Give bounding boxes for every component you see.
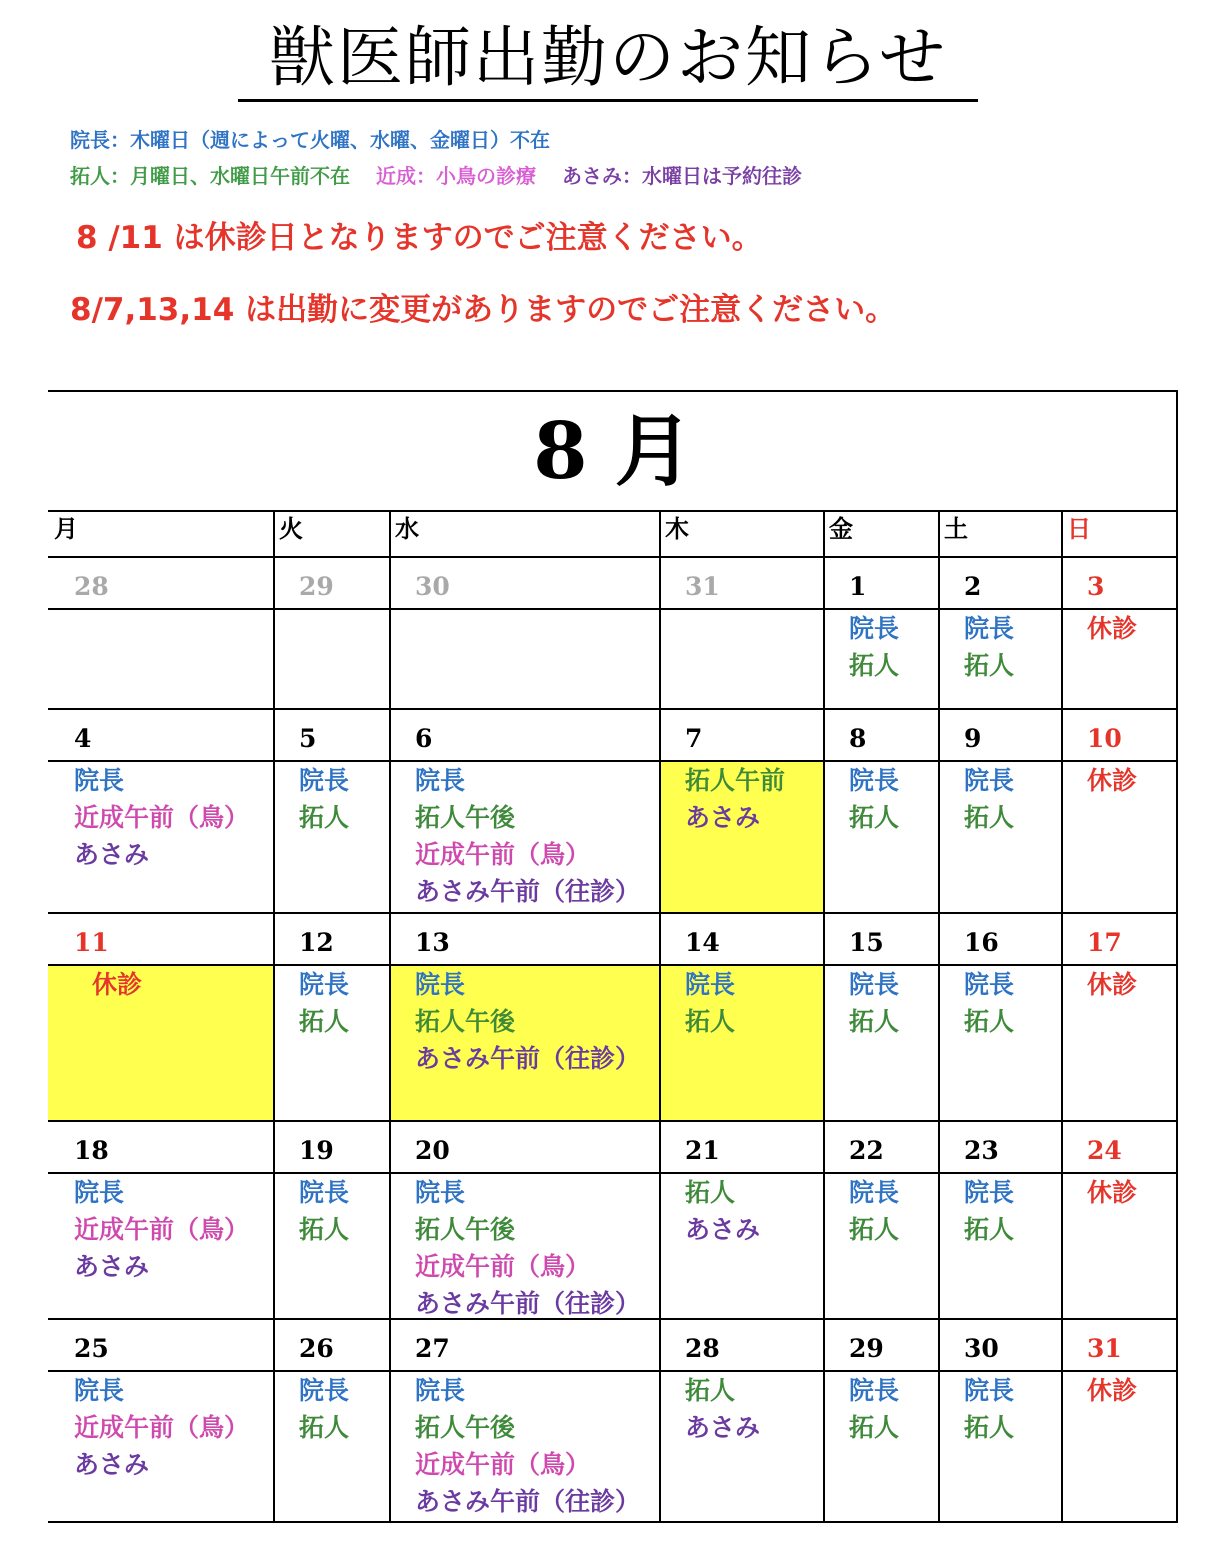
- day-schedule: [74, 1174, 249, 1285]
- schedule-entry: 院長: [299, 1376, 350, 1405]
- day-schedule: [1087, 762, 1137, 799]
- day-number: 13: [415, 928, 450, 957]
- day-number: 12: [299, 928, 334, 957]
- schedule-entry: 院長: [849, 614, 900, 643]
- schedule-entry: 近成午前（鳥）: [74, 1215, 250, 1244]
- day-number: 26: [299, 1334, 334, 1363]
- schedule-entry: あさみ: [685, 1215, 761, 1244]
- day-number: 18: [74, 1136, 109, 1165]
- grid-line-h: [48, 1370, 1178, 1372]
- day-number: 3: [1087, 572, 1105, 601]
- grid-line-h: [48, 1172, 1178, 1174]
- note-takuto: 拓人：月曜日、水曜日午前不在: [70, 164, 350, 188]
- day-schedule: [299, 966, 349, 1040]
- day-schedule: [299, 762, 349, 836]
- day-number: 1: [849, 572, 867, 601]
- day-schedule: [964, 610, 1014, 684]
- day-schedule: [1087, 1372, 1137, 1409]
- title-underline: [238, 99, 978, 102]
- schedule-entry: 拓人午後: [415, 803, 516, 832]
- weekday-header: 月: [54, 514, 78, 543]
- schedule-entry: あさみ午前（往診）: [415, 1044, 641, 1073]
- grid-line-h: [48, 708, 1178, 710]
- schedule-entry: 拓人: [849, 1215, 900, 1244]
- day-number: 30: [415, 572, 450, 601]
- grid-line-h: [48, 964, 1178, 966]
- day-number: 24: [1087, 1136, 1122, 1165]
- day-schedule: [299, 1372, 349, 1446]
- schedule-entry: 拓人: [964, 1413, 1015, 1442]
- day-number: 29: [299, 572, 334, 601]
- weekday-header: 日: [1067, 514, 1091, 543]
- schedule-entry: 拓人: [299, 803, 350, 832]
- weekday-header: 土: [944, 514, 968, 543]
- day-number: 11: [74, 928, 109, 957]
- day-number: 4: [74, 724, 92, 753]
- day-number: 27: [415, 1334, 450, 1363]
- grid-line-h: [48, 608, 1178, 610]
- day-number: 16: [964, 928, 999, 957]
- grid-line-v: [823, 510, 825, 1523]
- schedule-entry: 近成午前（鳥）: [74, 1413, 250, 1442]
- weekday-header: 水: [395, 514, 419, 543]
- grid-line-v: [659, 510, 661, 1523]
- day-schedule: [685, 1174, 760, 1248]
- grid-line-v: [938, 510, 940, 1523]
- note-director: 院長：木曜日（週によって火曜、水曜、金曜日）不在: [70, 128, 550, 152]
- day-number: 9: [964, 724, 982, 753]
- day-schedule: [964, 966, 1014, 1040]
- schedule-entry: 拓人午後: [415, 1007, 516, 1036]
- schedule-entry: 休診: [92, 970, 143, 999]
- schedule-entry: あさみ午前（往診）: [415, 1289, 641, 1318]
- day-schedule: [849, 1372, 899, 1446]
- schedule-entry: あさみ: [74, 840, 150, 869]
- notice-schedule-change: 8/7,13,14 は出勤に変更がありますのでご注意ください。: [70, 292, 897, 328]
- day-schedule: [74, 762, 249, 873]
- day-number: 25: [74, 1334, 109, 1363]
- schedule-entry: 院長: [964, 1178, 1015, 1207]
- schedule-entry: 院長: [415, 1376, 466, 1405]
- day-number: 15: [849, 928, 884, 957]
- schedule-entry: あさみ午前（往診）: [415, 877, 641, 906]
- schedule-entry: 院長: [74, 1376, 125, 1405]
- day-number: 21: [685, 1136, 720, 1165]
- schedule-entry: 休診: [1087, 1178, 1138, 1207]
- day-schedule: [849, 610, 899, 684]
- schedule-entry: 休診: [1087, 1376, 1138, 1405]
- grid-line-v: [273, 510, 275, 1523]
- schedule-entry: 拓人: [849, 803, 900, 832]
- day-number: 2: [964, 572, 982, 601]
- schedule-entry: 拓人: [299, 1007, 350, 1036]
- schedule-entry: 院長: [74, 766, 125, 795]
- day-schedule: [415, 966, 640, 1077]
- schedule-entry: あさみ: [74, 1450, 150, 1479]
- schedule-entry: 院長: [849, 1376, 900, 1405]
- grid-line-h: [48, 1318, 1178, 1320]
- grid-line-v: [1061, 510, 1063, 1523]
- day-schedule: [849, 966, 899, 1040]
- schedule-entry: 院長: [299, 1178, 350, 1207]
- weekday-header: 木: [665, 514, 689, 543]
- schedule-entry: 院長: [849, 1178, 900, 1207]
- grid-line-v: [389, 510, 391, 1523]
- schedule-entry: あさみ: [685, 803, 761, 832]
- schedule-entry: 院長: [74, 1178, 125, 1207]
- grid-line-h: [48, 1521, 1178, 1523]
- day-number: 14: [685, 928, 720, 957]
- schedule-entry: 近成午前（鳥）: [415, 1252, 591, 1281]
- schedule-entry: 院長: [415, 766, 466, 795]
- day-number: 22: [849, 1136, 884, 1165]
- schedule-entry: 拓人午後: [415, 1215, 516, 1244]
- day-number: 28: [74, 572, 109, 601]
- day-schedule: [964, 762, 1014, 836]
- schedule-entry: 拓人: [964, 1007, 1015, 1036]
- day-number: 29: [849, 1334, 884, 1363]
- page-title: 獣医師出勤のお知らせ: [268, 19, 948, 96]
- day-schedule: [1087, 610, 1137, 647]
- weekday-header: 火: [279, 514, 303, 543]
- schedule-entry: 拓人: [849, 1413, 900, 1442]
- day-schedule: [1087, 1174, 1137, 1211]
- day-number: 7: [685, 724, 703, 753]
- schedule-entry: 拓人: [964, 1215, 1015, 1244]
- schedule-entry: 拓人: [299, 1413, 350, 1442]
- day-number: 28: [685, 1334, 720, 1363]
- schedule-entry: 近成午前（鳥）: [415, 1450, 591, 1479]
- grid-line-h: [48, 510, 1178, 512]
- note-chikanari: 近成：小鳥の診療: [376, 164, 536, 188]
- grid-line-h: [48, 912, 1178, 914]
- day-schedule: [685, 1372, 760, 1446]
- day-schedule: [849, 1174, 899, 1248]
- calendar-grid: [48, 390, 1178, 1523]
- grid-line-h: [48, 760, 1178, 762]
- schedule-entry: 院長: [299, 970, 350, 999]
- schedule-entry: あさみ: [74, 1252, 150, 1281]
- schedule-entry: 院長: [964, 1376, 1015, 1405]
- schedule-entry: 拓人午前: [685, 766, 786, 795]
- day-schedule: [415, 1174, 640, 1322]
- day-number: 6: [415, 724, 433, 753]
- schedule-entry: 近成午前（鳥）: [415, 840, 591, 869]
- day-schedule: [415, 762, 640, 910]
- grid-line-v: [1176, 390, 1178, 1523]
- schedule-entry: あさみ: [685, 1413, 761, 1442]
- schedule-entry: 拓人: [964, 803, 1015, 832]
- grid-line-h: [48, 556, 1178, 558]
- day-number: 5: [299, 724, 317, 753]
- schedule-entry: あさみ午前（往診）: [415, 1487, 641, 1516]
- day-number: 10: [1087, 724, 1122, 753]
- day-schedule: [685, 966, 735, 1040]
- schedule-entry: 院長: [849, 970, 900, 999]
- day-schedule: [74, 966, 142, 1003]
- day-schedule: [964, 1372, 1014, 1446]
- schedule-entry: 院長: [415, 1178, 466, 1207]
- schedule-entry: 拓人: [964, 651, 1015, 680]
- schedule-entry: 休診: [1087, 614, 1138, 643]
- weekday-header: 金: [829, 514, 853, 543]
- grid-line-h: [48, 390, 1178, 392]
- day-schedule: [415, 1372, 640, 1520]
- day-schedule: [1087, 966, 1137, 1003]
- day-schedule: [849, 762, 899, 836]
- day-schedule: [685, 762, 785, 836]
- schedule-entry: 休診: [1087, 766, 1138, 795]
- day-number: 19: [299, 1136, 334, 1165]
- schedule-entry: 院長: [299, 766, 350, 795]
- schedule-entry: 拓人: [299, 1215, 350, 1244]
- schedule-entry: 院長: [964, 766, 1015, 795]
- day-number: 8: [849, 724, 867, 753]
- day-number: 31: [1087, 1334, 1122, 1363]
- schedule-entry: 院長: [964, 970, 1015, 999]
- note-asami: あさみ：水曜日は予約往診: [562, 164, 802, 188]
- month-label: 8 月: [533, 406, 693, 497]
- day-number: 31: [685, 572, 720, 601]
- notice-closed-day: 8 /11 は休診日となりますのでご注意ください。: [76, 220, 763, 256]
- day-number: 23: [964, 1136, 999, 1165]
- schedule-entry: 院長: [849, 766, 900, 795]
- grid-line-h: [48, 1120, 1178, 1122]
- schedule-entry: 拓人: [849, 1007, 900, 1036]
- schedule-entry: 近成午前（鳥）: [74, 803, 250, 832]
- schedule-entry: 拓人: [849, 651, 900, 680]
- day-schedule: [74, 1372, 249, 1483]
- schedule-entry: 拓人: [685, 1376, 736, 1405]
- schedule-entry: 院長: [964, 614, 1015, 643]
- schedule-entry: 休診: [1087, 970, 1138, 999]
- schedule-entry: 拓人: [685, 1178, 736, 1207]
- schedule-entry: 院長: [415, 970, 466, 999]
- day-schedule: [964, 1174, 1014, 1248]
- schedule-entry: 院長: [685, 970, 736, 999]
- changed-day-highlight: [659, 964, 823, 1120]
- schedule-entry: 拓人: [685, 1007, 736, 1036]
- day-number: 30: [964, 1334, 999, 1363]
- day-number: 20: [415, 1136, 450, 1165]
- day-schedule: [299, 1174, 349, 1248]
- day-number: 17: [1087, 928, 1122, 957]
- schedule-entry: 拓人午後: [415, 1413, 516, 1442]
- note-staff-line: [70, 160, 802, 189]
